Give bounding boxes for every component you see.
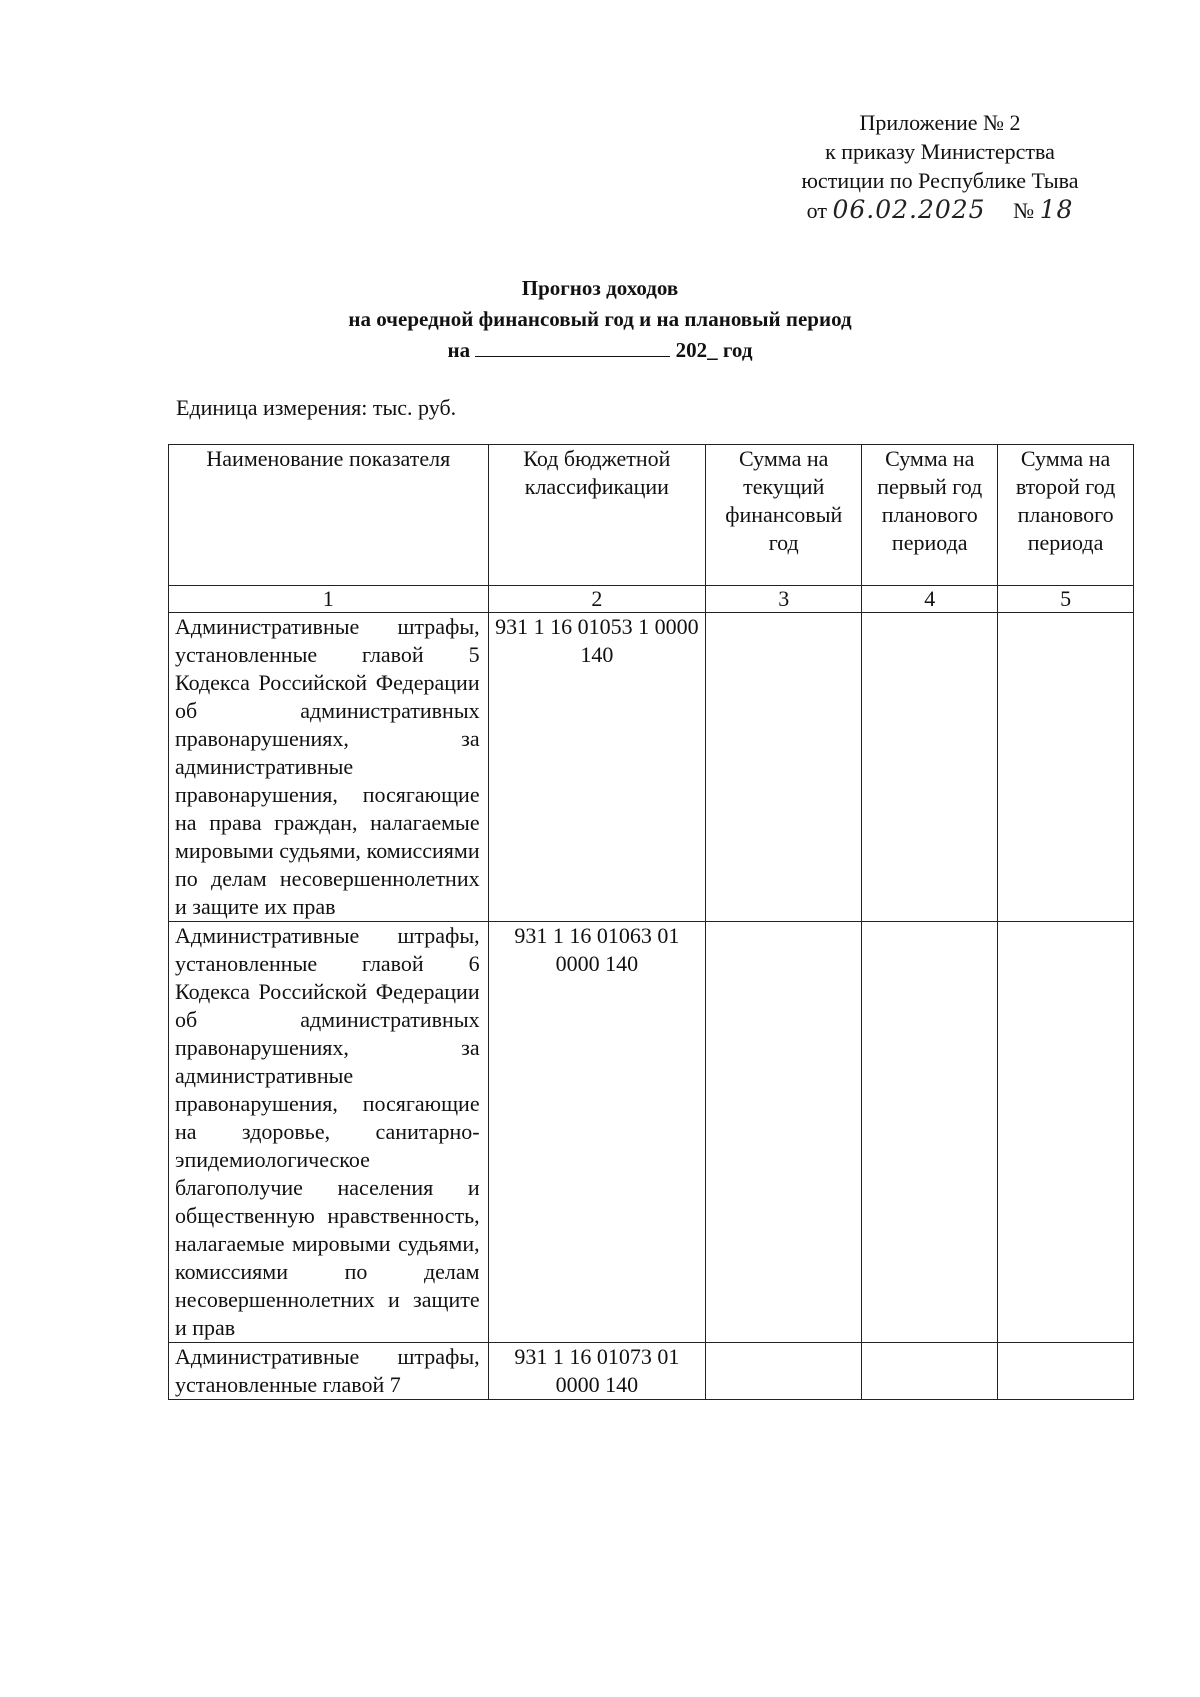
row-indicator-name: Административные штрафы, установленные главой 5 Кодекса Российской Федерации об административных правонарушениях, за административные правонарушения, посягающие на права граждан, налагаемые мировыми судьями, комиссиями по делам несовершеннолетних и защите их прав	[169, 613, 489, 922]
row-budget-code: 931 1 16 01053 1 0000 140	[488, 613, 706, 922]
row-sum-second-plan	[998, 613, 1134, 922]
row-budget-code: 931 1 16 01073 01 0000 140	[488, 1343, 706, 1400]
appendix-line-3: юстиции по Республике Тыва	[801, 168, 1079, 193]
appendix-date-line	[720, 195, 1160, 225]
appendix-header	[720, 108, 1160, 225]
header-second-plan-year-sum: Сумма на второй год планового периода	[998, 445, 1134, 586]
row-sum-first-plan	[862, 1343, 998, 1400]
title-line-3	[0, 335, 1200, 366]
header-current-year-sum: Сумма на текущий финансовый год	[706, 445, 862, 586]
row-budget-code: 931 1 16 01063 01 0000 140	[488, 922, 706, 1343]
title-line-1: Прогноз доходов	[521, 276, 679, 300]
header-first-plan-year-sum: Сумма на первый год планового периода	[862, 445, 998, 586]
year-blank-field	[475, 338, 670, 357]
number-prefix: №	[1013, 198, 1035, 223]
table-header-row	[169, 445, 1134, 586]
row-sum-current	[706, 922, 862, 1343]
header-budget-code: Код бюджетной классификации	[488, 445, 706, 586]
title-line-3-suffix: 202_ год	[675, 338, 753, 362]
handwritten-date: 06.02.2025	[832, 195, 986, 224]
table-row	[169, 1343, 1134, 1400]
handwritten-number: 18	[1039, 195, 1074, 224]
row-sum-first-plan	[862, 613, 998, 922]
column-number-row	[169, 586, 1134, 613]
title-line-3-prefix: на	[447, 338, 471, 362]
document-title	[0, 273, 1200, 366]
row-indicator-name: Административные штрафы, установленные главой 7	[169, 1343, 489, 1400]
column-number: 4	[862, 586, 998, 613]
measurement-units: Единица измерения: тыс. руб.	[176, 395, 457, 420]
date-prefix: от	[806, 198, 827, 223]
row-sum-current	[706, 613, 862, 922]
row-sum-first-plan	[862, 922, 998, 1343]
row-sum-second-plan	[998, 1343, 1134, 1400]
row-sum-current	[706, 1343, 862, 1400]
column-number: 3	[706, 586, 862, 613]
column-number: 2	[488, 586, 706, 613]
header-indicator-name: Наименование показателя	[169, 445, 489, 586]
column-number: 5	[998, 586, 1134, 613]
appendix-line-2: к приказу Министерства	[825, 139, 1055, 164]
column-number: 1	[169, 586, 489, 613]
revenue-forecast-table	[168, 444, 1134, 1400]
table-row	[169, 922, 1134, 1343]
row-sum-second-plan	[998, 922, 1134, 1343]
row-indicator-name: Административные штрафы, установленные главой 6 Кодекса Российской Федерации об административных правонарушениях, за административные правонарушения, посягающие на здоровье, санитарно-эпидемиологическое благополучие населения и общественную нравственность, налагаемые мировыми судьями, комиссиями по делам несовершеннолетних и защите и прав	[169, 922, 489, 1343]
table-row	[169, 613, 1134, 922]
title-line-2: на очередной финансовый год и на плановый период	[348, 307, 852, 331]
appendix-line-1: Приложение № 2	[859, 110, 1021, 135]
